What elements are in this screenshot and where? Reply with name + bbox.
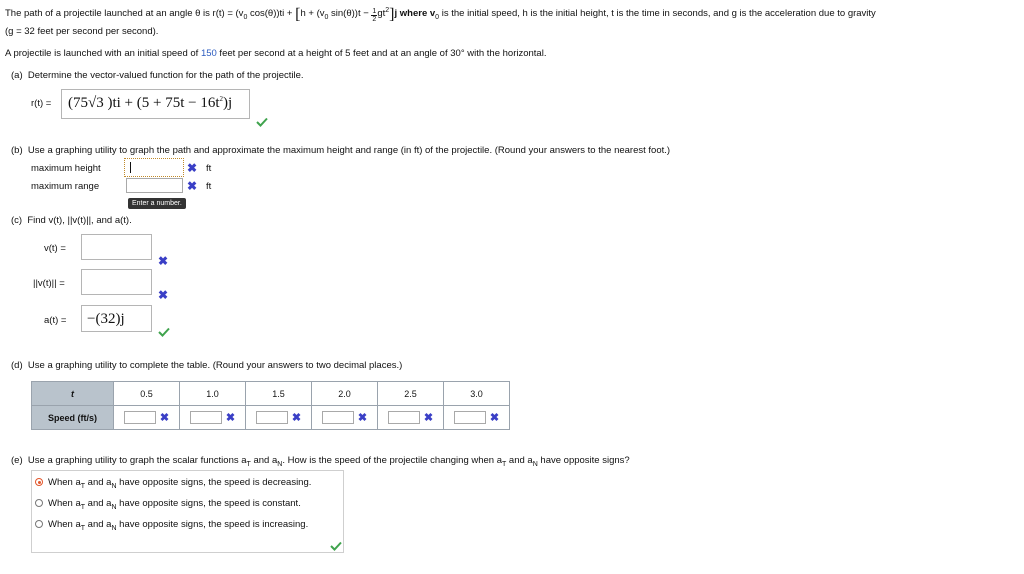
part-b-prompt [11, 145, 670, 156]
sub-N: N [532, 460, 538, 468]
sub-T: T [80, 482, 86, 490]
part-d-prompt [11, 360, 402, 371]
v-answer-box[interactable] [81, 234, 152, 260]
half-num: 1 [372, 8, 377, 15]
speed-cell [180, 406, 246, 430]
table-header-row [32, 382, 510, 406]
a-label: a(t) = [44, 315, 67, 326]
max-range-unit: ft [206, 181, 212, 192]
intro-text-b: cos(θ))ti + [247, 8, 296, 19]
max-height-input[interactable] [124, 158, 184, 177]
speed-input[interactable] [256, 411, 288, 424]
tooltip: Enter a number. [128, 198, 186, 209]
part-b-label: (b) [11, 145, 23, 156]
speed-row-label: Speed (ft/s) [32, 406, 114, 430]
radio-option-decreasing[interactable] [35, 478, 43, 486]
part-e-text-e: have opposite signs? [537, 455, 630, 466]
option-mid: and a [85, 498, 112, 509]
part-e-prompt [11, 455, 630, 468]
a-answer-box[interactable] [81, 305, 152, 332]
table-row [32, 406, 510, 430]
part-e-text-d: and a [506, 455, 533, 466]
part-e-label: (e) [11, 455, 23, 466]
speed-cell [378, 406, 444, 430]
option-post: have opposite signs, the speed is increasing. [116, 519, 309, 530]
max-height-label: maximum height [31, 163, 101, 174]
max-range-label: maximum range [31, 181, 100, 192]
radio-option-increasing[interactable] [35, 520, 43, 528]
cross-icon: ✖ [357, 412, 368, 424]
part-c-text: Find v(t), ||v(t)||, and a(t). [27, 215, 132, 226]
intro-text-h: h + (v [300, 8, 325, 19]
option-pre: When a [48, 519, 81, 530]
header-t [32, 382, 114, 406]
part-c-prompt [11, 215, 132, 226]
option-post: have opposite signs, the speed is constant. [116, 498, 301, 509]
speed-table [31, 381, 510, 430]
bracket-open: [ [295, 6, 301, 23]
speed-input[interactable] [454, 411, 486, 424]
part-d-label: (d) [11, 360, 23, 371]
part-a-label: (a) [11, 70, 23, 81]
speed-cell [312, 406, 378, 430]
problem-prefix: A projectile is launched with an initial speed of [5, 48, 201, 59]
r-answer-end: )j [223, 95, 233, 111]
sub-T: T [246, 460, 251, 468]
sub-zero-3: 0 [435, 13, 440, 21]
t-value-cell: 1.0 [180, 382, 246, 406]
part-d-text: Use a graphing utility to complete the table. (Round your answers to two decimal places.) [27, 360, 403, 371]
part-e-text-c: . How is the speed of the projectile changing when a [282, 455, 503, 466]
sub-T: T [80, 524, 86, 532]
bracket-close: ] [389, 6, 395, 23]
option-increasing-label[interactable] [48, 519, 308, 532]
cross-icon: ✖ [291, 412, 302, 424]
speed-input[interactable] [388, 411, 420, 424]
option-pre: When a [48, 498, 81, 509]
option-post: have opposite signs, the speed is decreasing. [116, 477, 312, 488]
max-range-input[interactable] [126, 178, 183, 193]
t-value-cell: 2.5 [378, 382, 444, 406]
speed-input[interactable] [322, 411, 354, 424]
cross-icon: ✖ [187, 179, 198, 193]
header-t-text: t [71, 388, 74, 399]
intro-text-c: sin(θ))t − [328, 8, 372, 19]
intro-text-d: j where v [394, 8, 436, 19]
speed-input[interactable] [124, 411, 156, 424]
max-height-unit: ft [206, 163, 212, 174]
r-answer-box[interactable] [61, 89, 250, 119]
sub-N: N [111, 524, 117, 532]
initial-speed-value: 150 [200, 48, 217, 59]
check-icon [158, 327, 170, 337]
speed-label: ||v(t)|| = [33, 278, 65, 289]
t-value-cell: 0.5 [114, 382, 180, 406]
speed-cell [444, 406, 510, 430]
t-value-cell: 3.0 [444, 382, 510, 406]
part-a-text: Determine the vector-valued function for the path of the projectile. [27, 70, 304, 81]
cross-icon: ✖ [159, 412, 170, 424]
v-label: v(t) = [44, 243, 66, 254]
intro-gt: gt [377, 8, 386, 19]
r-answer-j-part: (5 + 75t − 16t [136, 95, 220, 111]
speed-answer-box[interactable] [81, 269, 152, 295]
sub-T: T [80, 503, 86, 511]
half-den: 2 [372, 16, 377, 23]
intro-line-1 [5, 6, 876, 24]
cross-icon: ✖ [158, 288, 169, 302]
sub-zero-2: 0 [324, 13, 329, 21]
sub-T: T [502, 460, 507, 468]
problem-suffix: feet per second at a height of 5 feet and at an angle of 30° with the horizontal. [216, 48, 547, 59]
sub-N: N [111, 503, 117, 511]
sub-zero: 0 [243, 13, 248, 21]
r-label: r(t) = [31, 98, 52, 109]
r-answer [68, 95, 232, 112]
intro-text-a: The path of a projectile launched at an angle θ is r(t) = (v [5, 8, 244, 19]
check-icon [256, 117, 268, 127]
speed-cell [114, 406, 180, 430]
cross-icon: ✖ [225, 412, 236, 424]
t-value-cell: 1.5 [246, 382, 312, 406]
sub-N: N [111, 482, 117, 490]
option-decreasing-label[interactable] [48, 477, 311, 490]
option-pre: When a [48, 477, 81, 488]
part-e-text-b: and a [250, 455, 278, 466]
cross-icon: ✖ [158, 254, 169, 268]
sub-N: N [277, 460, 283, 468]
cross-icon: ✖ [423, 412, 434, 424]
check-icon [330, 541, 342, 551]
cross-icon: ✖ [489, 412, 500, 424]
radio-option-constant[interactable] [35, 499, 43, 507]
intro-text-e: is the initial speed, h is the initial height, t is the time in seconds, and g is the acceleration due to gravity [439, 8, 876, 19]
t-value-cell: 2.0 [312, 382, 378, 406]
r-answer-i-part: (75√3 )ti + [68, 95, 137, 111]
a-answer: −(32)j [87, 311, 125, 327]
option-constant-label[interactable] [48, 498, 301, 511]
option-mid: and a [85, 477, 112, 488]
speed-input[interactable] [190, 411, 222, 424]
speed-cell [246, 406, 312, 430]
part-b-text: Use a graphing utility to graph the path and approximate the maximum height and range (in ft) of the projectile. (Round your answers to the nearest foot.) [27, 145, 671, 156]
text-cursor [130, 162, 131, 173]
cross-icon: ✖ [187, 161, 198, 175]
r-answer-sq: 2 [219, 95, 224, 103]
part-a-prompt [11, 70, 304, 81]
intro-line-2: (g = 32 feet per second per second). [5, 26, 159, 37]
problem-statement [5, 48, 546, 59]
intro-sq: 2 [385, 6, 390, 14]
part-c-label: (c) [11, 215, 23, 226]
option-mid: and a [85, 519, 112, 530]
part-e-text-a: Use a graphing utility to graph the scalar functions a [27, 455, 247, 466]
